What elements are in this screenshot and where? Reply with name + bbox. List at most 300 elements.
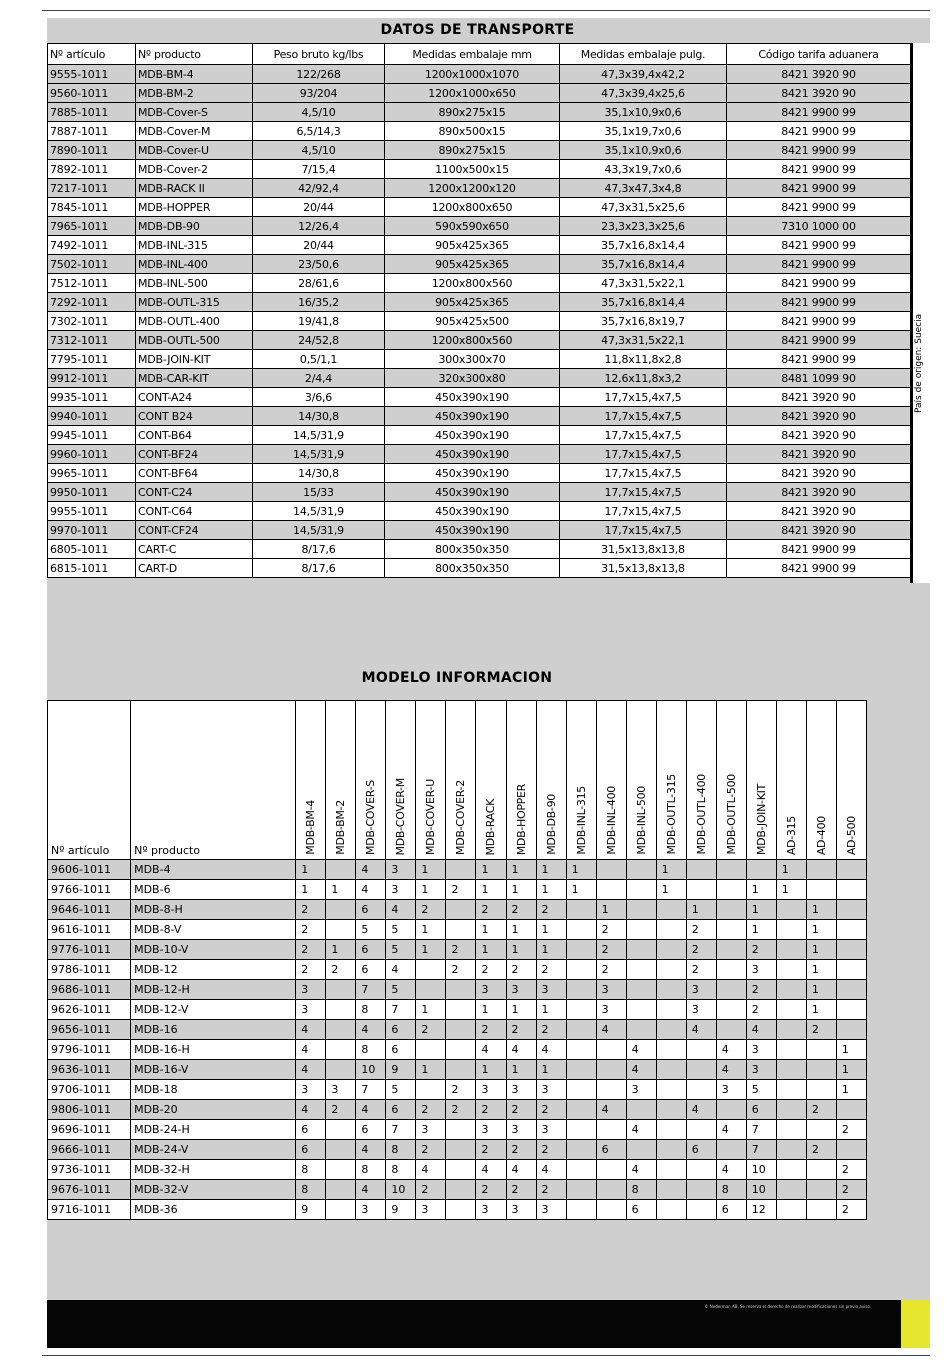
cell-product: MDB-INL-500 [136, 274, 253, 293]
cell-weight: 20/44 [253, 236, 385, 255]
cell-quantity: 2 [506, 1140, 536, 1160]
cell-quantity [686, 880, 716, 900]
cell-product: MDB-24-H [131, 1120, 296, 1140]
cell-quantity [446, 1160, 476, 1180]
cell-quantity: 1 [416, 1000, 446, 1020]
cell-tariff: 8421 3920 90 [727, 464, 911, 483]
transport-row [48, 445, 911, 464]
cell-quantity [686, 1040, 716, 1060]
cell-quantity: 7 [746, 1140, 776, 1160]
cell-quantity [776, 1000, 806, 1020]
cell-quantity: 2 [476, 960, 506, 980]
cell-dims-mm: 1200x800x560 [385, 331, 560, 350]
cell-article: 7312-1011 [48, 331, 136, 350]
cell-quantity [446, 980, 476, 1000]
cell-weight: 93/204 [253, 84, 385, 103]
cell-article: 9940-1011 [48, 407, 136, 426]
cell-quantity: 8 [386, 1140, 416, 1160]
cell-quantity [806, 1160, 836, 1180]
cell-quantity: 7 [746, 1120, 776, 1140]
model-row [48, 940, 867, 960]
cell-quantity [656, 1020, 686, 1040]
cell-quantity [716, 1000, 746, 1020]
cell-dims-inch: 17,7x15,4x7,5 [560, 388, 727, 407]
cell-dims-mm: 450x390x190 [385, 426, 560, 445]
cell-quantity [686, 1080, 716, 1100]
cell-quantity [626, 900, 656, 920]
cell-quantity: 2 [446, 880, 476, 900]
cell-quantity: 2 [536, 960, 566, 980]
header-dims-inch: Medidas embalaje pulg. [560, 44, 727, 65]
cell-quantity: 4 [716, 1120, 746, 1140]
cell-weight: 15/33 [253, 483, 385, 502]
model-column-header [296, 701, 326, 860]
cell-quantity [746, 860, 776, 880]
model-row [48, 1120, 867, 1140]
cell-quantity [836, 860, 866, 880]
transport-row [48, 84, 911, 103]
cell-quantity: 1 [566, 860, 596, 880]
cell-quantity [326, 1040, 356, 1060]
transport-row [48, 388, 911, 407]
footer-yellow-block [901, 1300, 930, 1348]
cell-dims-mm: 1200x800x650 [385, 198, 560, 217]
cell-quantity [596, 1080, 626, 1100]
cell-quantity: 4 [716, 1060, 746, 1080]
cell-quantity [656, 960, 686, 980]
model-column-label: MDB-INL-500 [634, 786, 648, 855]
cell-weight: 8/17,6 [253, 540, 385, 559]
cell-quantity: 6 [386, 1100, 416, 1120]
cell-quantity [716, 940, 746, 960]
cell-article: 9555-1011 [48, 65, 136, 84]
cell-weight: 7/15,4 [253, 160, 385, 179]
cell-quantity: 8 [296, 1180, 326, 1200]
cell-quantity [836, 980, 866, 1000]
cell-article: 9955-1011 [48, 502, 136, 521]
cell-quantity [566, 1000, 596, 1020]
cell-quantity [836, 1140, 866, 1160]
cell-quantity [656, 980, 686, 1000]
model-column-label: MDB-COVER-2 [454, 780, 468, 855]
cell-quantity: 4 [356, 1020, 386, 1040]
cell-quantity [656, 1080, 686, 1100]
cell-quantity [566, 940, 596, 960]
cell-quantity: 6 [356, 940, 386, 960]
cell-quantity: 2 [536, 1180, 566, 1200]
transport-row [48, 464, 911, 483]
cell-dims-mm: 450x390x190 [385, 388, 560, 407]
cell-article: 9960-1011 [48, 445, 136, 464]
cell-tariff: 8421 9900 99 [727, 331, 911, 350]
transport-row [48, 293, 911, 312]
model-column-label: MDB-HOPPER [514, 783, 528, 855]
cell-product: MDB-DB-90 [136, 217, 253, 236]
cell-quantity: 2 [596, 960, 626, 980]
cell-quantity [566, 1140, 596, 1160]
transport-row [48, 217, 911, 236]
cell-quantity: 2 [836, 1160, 866, 1180]
cell-quantity [656, 1140, 686, 1160]
cell-article: 7492-1011 [48, 236, 136, 255]
cell-quantity: 3 [746, 1060, 776, 1080]
cell-dims-inch: 35,7x16,8x14,4 [560, 236, 727, 255]
cell-quantity [776, 1020, 806, 1040]
cell-product: MDB-10-V [131, 940, 296, 960]
origin-side-box [910, 43, 930, 583]
cell-article: 9965-1011 [48, 464, 136, 483]
cell-quantity [776, 1120, 806, 1140]
cell-weight: 2/4,4 [253, 369, 385, 388]
cell-quantity: 4 [716, 1040, 746, 1060]
footer-bar [47, 1300, 901, 1348]
cell-quantity: 4 [536, 1160, 566, 1180]
cell-dims-inch: 35,7x16,8x14,4 [560, 255, 727, 274]
transport-row [48, 502, 911, 521]
header-article: Nº artículo [48, 44, 136, 65]
cell-quantity [596, 1120, 626, 1140]
cell-quantity: 3 [536, 1120, 566, 1140]
cell-dims-inch: 35,1x10,9x0,6 [560, 103, 727, 122]
cell-quantity: 1 [746, 920, 776, 940]
transport-row [48, 426, 911, 445]
cell-quantity: 7 [386, 1000, 416, 1020]
transport-row [48, 179, 911, 198]
cell-quantity: 3 [506, 980, 536, 1000]
transport-row [48, 312, 911, 331]
cell-quantity: 2 [806, 1140, 836, 1160]
transport-row [48, 103, 911, 122]
cell-quantity: 2 [446, 960, 476, 980]
cell-quantity: 2 [686, 940, 716, 960]
cell-quantity [566, 1020, 596, 1040]
model-row [48, 1180, 867, 1200]
cell-quantity: 6 [296, 1140, 326, 1160]
cell-quantity [626, 1100, 656, 1120]
transport-row [48, 160, 911, 179]
cell-article: 9696-1011 [48, 1120, 131, 1140]
cell-quantity: 1 [416, 940, 446, 960]
cell-quantity [566, 1060, 596, 1080]
model-row [48, 1040, 867, 1060]
model-column-label: MDB-BM-2 [334, 800, 348, 855]
bottom-rule [42, 1355, 930, 1356]
cell-quantity: 1 [506, 1000, 536, 1020]
cell-quantity [416, 980, 446, 1000]
cell-dims-inch: 12,6x11,8x3,2 [560, 369, 727, 388]
cell-article: 9776-1011 [48, 940, 131, 960]
cell-quantity: 1 [536, 860, 566, 880]
cell-quantity: 4 [356, 1100, 386, 1120]
cell-weight: 16/35,2 [253, 293, 385, 312]
cell-tariff: 8421 3920 90 [727, 483, 911, 502]
cell-quantity [806, 1180, 836, 1200]
cell-product: CART-C [136, 540, 253, 559]
cell-quantity: 2 [536, 1100, 566, 1120]
cell-article: 9912-1011 [48, 369, 136, 388]
cell-quantity [446, 900, 476, 920]
cell-quantity: 1 [806, 1000, 836, 1020]
cell-dims-inch: 17,7x15,4x7,5 [560, 445, 727, 464]
cell-quantity [566, 900, 596, 920]
cell-quantity: 2 [476, 1140, 506, 1160]
cell-quantity: 1 [506, 880, 536, 900]
cell-quantity: 2 [326, 960, 356, 980]
cell-quantity: 2 [686, 920, 716, 940]
cell-weight: 23/50,6 [253, 255, 385, 274]
cell-quantity [716, 880, 746, 900]
cell-quantity [776, 1180, 806, 1200]
model-column-label: MDB-COVER-U [424, 778, 438, 855]
cell-quantity [326, 1060, 356, 1080]
cell-quantity: 5 [386, 940, 416, 960]
cell-quantity: 2 [476, 900, 506, 920]
cell-article: 7217-1011 [48, 179, 136, 198]
cell-weight: 3/6,6 [253, 388, 385, 407]
cell-weight: 24/52,8 [253, 331, 385, 350]
cell-quantity [656, 1200, 686, 1220]
cell-quantity [626, 960, 656, 980]
cell-dims-mm: 800x350x350 [385, 559, 560, 578]
cell-tariff: 8421 9900 99 [727, 255, 911, 274]
header-weight: Peso bruto kg/lbs [253, 44, 385, 65]
transport-row [48, 198, 911, 217]
cell-quantity: 1 [536, 880, 566, 900]
cell-dims-mm: 450x390x190 [385, 483, 560, 502]
cell-quantity [716, 980, 746, 1000]
cell-quantity [566, 1160, 596, 1180]
cell-quantity: 4 [296, 1060, 326, 1080]
cell-quantity: 9 [386, 1200, 416, 1220]
cell-quantity [326, 1200, 356, 1220]
cell-quantity: 1 [686, 900, 716, 920]
cell-quantity: 2 [746, 1000, 776, 1020]
cell-quantity [566, 1180, 596, 1200]
cell-article: 7292-1011 [48, 293, 136, 312]
cell-article: 7885-1011 [48, 103, 136, 122]
cell-weight: 8/17,6 [253, 559, 385, 578]
cell-quantity: 2 [746, 940, 776, 960]
cell-quantity [686, 1200, 716, 1220]
cell-dims-inch: 17,7x15,4x7,5 [560, 502, 727, 521]
model-column-label: MDB-OUTL-400 [694, 774, 708, 855]
cell-quantity: 3 [476, 980, 506, 1000]
cell-quantity [776, 1160, 806, 1180]
cell-dims-mm: 905x425x365 [385, 236, 560, 255]
cell-article: 7892-1011 [48, 160, 136, 179]
cell-quantity: 4 [536, 1040, 566, 1060]
cell-product: MDB-BM-4 [136, 65, 253, 84]
cell-quantity: 2 [296, 900, 326, 920]
cell-quantity: 3 [746, 960, 776, 980]
cell-quantity [776, 1140, 806, 1160]
cell-quantity: 3 [626, 1080, 656, 1100]
cell-quantity: 8 [356, 1160, 386, 1180]
cell-quantity [416, 960, 446, 980]
cell-quantity: 10 [386, 1180, 416, 1200]
cell-article: 9606-1011 [48, 860, 131, 880]
cell-quantity: 4 [626, 1160, 656, 1180]
cell-quantity [566, 1200, 596, 1220]
cell-product: MDB-INL-400 [136, 255, 253, 274]
cell-quantity: 12 [746, 1200, 776, 1220]
cell-quantity [656, 920, 686, 940]
cell-dims-mm: 1200x1000x650 [385, 84, 560, 103]
cell-quantity: 3 [476, 1080, 506, 1100]
cell-product: CONT-A24 [136, 388, 253, 407]
model-column-header [566, 701, 596, 860]
cell-quantity: 1 [836, 1060, 866, 1080]
cell-quantity: 6 [356, 1120, 386, 1140]
model-row [48, 1140, 867, 1160]
transport-title: DATOS DE TRANSPORTE [380, 22, 575, 38]
cell-quantity: 1 [296, 880, 326, 900]
model-row [48, 1160, 867, 1180]
cell-dims-mm: 590x590x650 [385, 217, 560, 236]
cell-quantity [596, 1200, 626, 1220]
cell-weight: 14,5/31,9 [253, 521, 385, 540]
cell-quantity: 2 [806, 1100, 836, 1120]
cell-product: CONT-BF24 [136, 445, 253, 464]
cell-quantity: 1 [506, 920, 536, 940]
model-column-label: MDB-INL-400 [604, 786, 618, 855]
cell-quantity: 1 [326, 880, 356, 900]
cell-quantity [596, 880, 626, 900]
cell-dims-inch: 11,8x11,8x2,8 [560, 350, 727, 369]
model-row [48, 1060, 867, 1080]
cell-article: 9626-1011 [48, 1000, 131, 1020]
cell-quantity: 2 [326, 1100, 356, 1120]
cell-article: 9716-1011 [48, 1200, 131, 1220]
cell-quantity: 8 [296, 1160, 326, 1180]
transport-row [48, 540, 911, 559]
transport-row [48, 350, 911, 369]
cell-quantity: 4 [296, 1040, 326, 1060]
cell-quantity: 3 [686, 980, 716, 1000]
cell-quantity [686, 1180, 716, 1200]
model-column-header [776, 701, 806, 860]
cell-quantity: 2 [836, 1180, 866, 1200]
cell-product: MDB-12 [131, 960, 296, 980]
cell-product: MDB-12-H [131, 980, 296, 1000]
cell-article: 9945-1011 [48, 426, 136, 445]
cell-quantity: 2 [506, 900, 536, 920]
cell-quantity [776, 1200, 806, 1220]
cell-dims-inch: 17,7x15,4x7,5 [560, 521, 727, 540]
cell-dims-mm: 800x350x350 [385, 540, 560, 559]
cell-quantity [626, 880, 656, 900]
cell-tariff: 8421 3920 90 [727, 407, 911, 426]
cell-quantity [446, 1040, 476, 1060]
model-column-header [686, 701, 716, 860]
cell-dims-inch: 47,3x39,4x25,6 [560, 84, 727, 103]
cell-quantity [566, 1040, 596, 1060]
cell-quantity: 1 [776, 880, 806, 900]
model-row [48, 1080, 867, 1100]
cell-tariff: 8421 9900 99 [727, 103, 911, 122]
cell-quantity: 5 [386, 920, 416, 940]
model-column-header [476, 701, 506, 860]
cell-quantity: 2 [506, 1020, 536, 1040]
cell-quantity: 6 [386, 1040, 416, 1060]
cell-dims-mm: 1200x800x560 [385, 274, 560, 293]
cell-quantity: 2 [686, 960, 716, 980]
cell-product: CONT-B64 [136, 426, 253, 445]
cell-article: 9970-1011 [48, 521, 136, 540]
cell-tariff: 8421 3920 90 [727, 84, 911, 103]
cell-quantity: 7 [386, 1120, 416, 1140]
cell-quantity: 3 [506, 1120, 536, 1140]
cell-dims-inch: 47,3x31,5x22,1 [560, 331, 727, 350]
cell-tariff: 8421 3920 90 [727, 426, 911, 445]
cell-product: MDB-36 [131, 1200, 296, 1220]
cell-quantity: 1 [836, 1080, 866, 1100]
cell-tariff: 8421 9900 99 [727, 274, 911, 293]
cell-dims-mm: 890x500x15 [385, 122, 560, 141]
cell-quantity: 3 [476, 1120, 506, 1140]
model-column-header [806, 701, 836, 860]
cell-dims-mm: 905x425x365 [385, 255, 560, 274]
cell-article: 9786-1011 [48, 960, 131, 980]
cell-quantity: 1 [806, 920, 836, 940]
cell-quantity: 1 [746, 880, 776, 900]
cell-quantity: 5 [746, 1080, 776, 1100]
cell-article: 9766-1011 [48, 880, 131, 900]
cell-article: 9666-1011 [48, 1140, 131, 1160]
cell-dims-mm: 450x390x190 [385, 407, 560, 426]
model-row [48, 1020, 867, 1040]
cell-quantity: 2 [296, 960, 326, 980]
cell-quantity [776, 900, 806, 920]
cell-quantity [836, 880, 866, 900]
cell-product: MDB-RACK II [136, 179, 253, 198]
cell-quantity [446, 920, 476, 940]
cell-quantity: 2 [296, 920, 326, 940]
cell-quantity [806, 1200, 836, 1220]
model-column-header [746, 701, 776, 860]
cell-weight: 14,5/31,9 [253, 502, 385, 521]
cell-article: 9676-1011 [48, 1180, 131, 1200]
model-row [48, 860, 867, 880]
cell-dims-mm: 300x300x70 [385, 350, 560, 369]
cell-article: 7502-1011 [48, 255, 136, 274]
cell-quantity: 2 [296, 940, 326, 960]
transport-row [48, 122, 911, 141]
cell-quantity [326, 860, 356, 880]
cell-quantity [686, 1160, 716, 1180]
cell-dims-inch: 17,7x15,4x7,5 [560, 426, 727, 445]
cell-dims-inch: 35,1x19,7x0,6 [560, 122, 727, 141]
cell-quantity: 1 [806, 900, 836, 920]
cell-quantity: 1 [416, 860, 446, 880]
cell-quantity: 3 [536, 1200, 566, 1220]
cell-quantity: 2 [506, 1180, 536, 1200]
cell-article: 7965-1011 [48, 217, 136, 236]
cell-quantity [416, 1080, 446, 1100]
cell-tariff: 8421 3920 90 [727, 502, 911, 521]
model-column-label: MDB-DB-90 [544, 794, 558, 855]
cell-quantity: 2 [416, 1020, 446, 1040]
cell-quantity [626, 920, 656, 940]
cell-quantity: 3 [536, 1080, 566, 1100]
transport-row [48, 559, 911, 578]
cell-dims-mm: 890x275x15 [385, 141, 560, 160]
cell-article: 9796-1011 [48, 1040, 131, 1060]
cell-quantity: 1 [656, 880, 686, 900]
cell-quantity: 4 [506, 1040, 536, 1060]
cell-quantity: 4 [626, 1040, 656, 1060]
cell-quantity: 3 [296, 1080, 326, 1100]
